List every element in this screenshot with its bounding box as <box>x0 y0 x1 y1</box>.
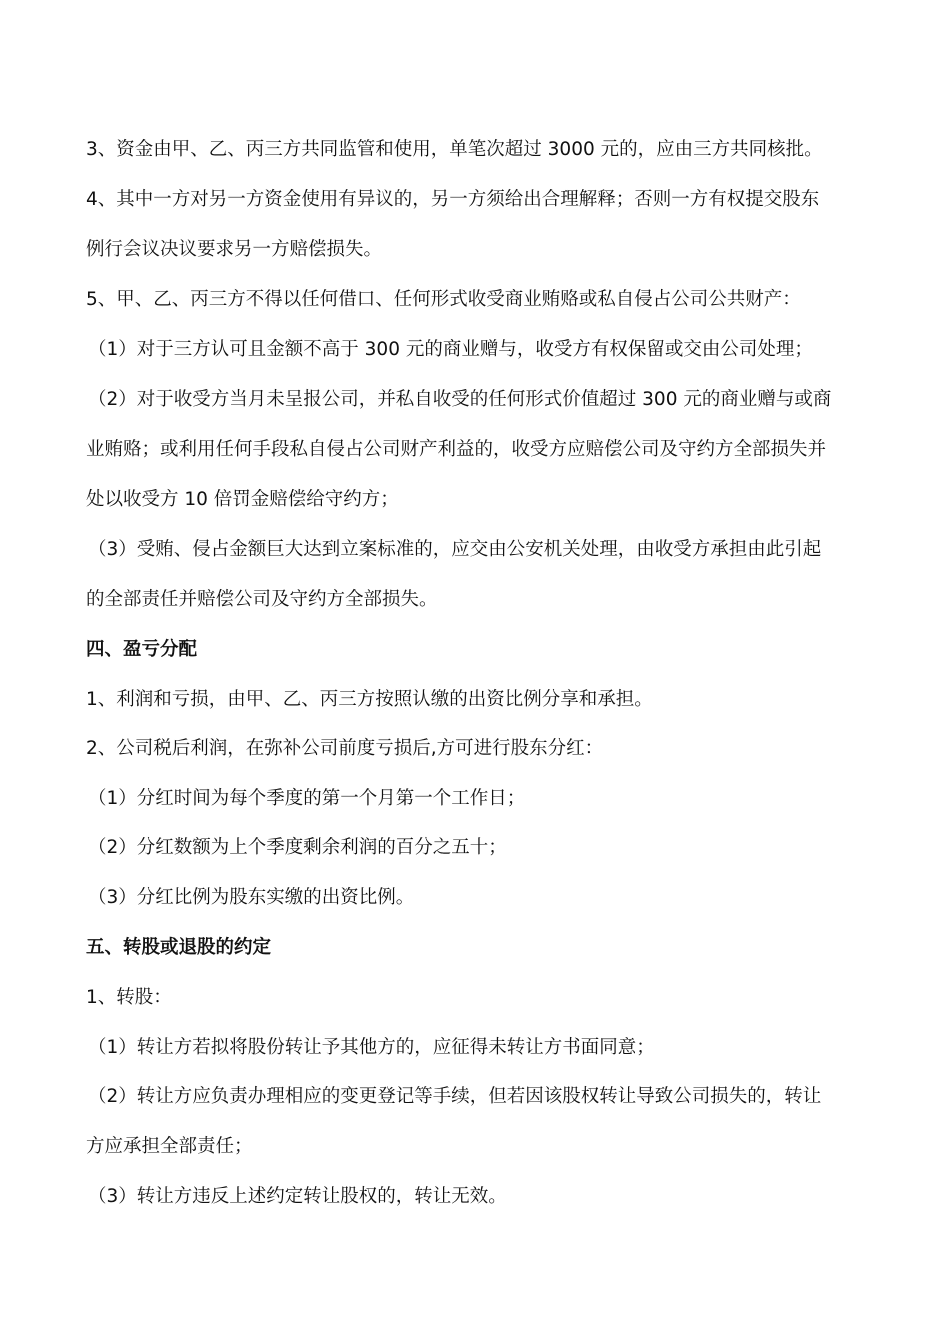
section-heading: 五、转股或退股的约定 <box>86 937 272 958</box>
section-heading: 四、盈亏分配 <box>86 639 198 660</box>
paragraph-line: 4、其中一方对另一方资金使用有异议的，另一方须给出合理解释；否则一方有权提交股东 <box>86 189 820 210</box>
paragraph-line: 例行会议决议要求另一方赔偿损失。 <box>86 239 383 260</box>
list-item-line: （1）对于三方认可且金额不高于 300 元的商业赠与，收受方有权保留或交由公司处理； <box>88 339 813 360</box>
paragraph-line: 方应承担全部责任； <box>86 1136 253 1157</box>
list-item-line: （2）对于收受方当月未呈报公司，并私自收受的任何形式价值超过 300 元的商业赠与或商 <box>88 389 832 410</box>
list-item-line: （2）分红数额为上个季度剩余利润的百分之五十； <box>88 837 507 858</box>
paragraph-line: 处以收受方 10 倍罚金赔偿给守约方； <box>86 489 399 510</box>
paragraph-line: 业贿赂；或利用任何手段私自侵占公司财产利益的，收受方应赔偿公司及守约方全部损失并 <box>86 439 827 460</box>
paragraph-line: 1、转股： <box>86 987 172 1008</box>
list-item-line: （3）受贿、侵占金额巨大达到立案标准的，应交由公安机关处理，由收受方承担由此引起 <box>88 539 822 560</box>
list-item-line: （3）分红比例为股东实缴的出资比例。 <box>88 887 415 908</box>
paragraph-line: 1、利润和亏损，由甲、乙、丙三方按照认缴的出资比例分享和承担。 <box>86 689 653 710</box>
list-item-line: （3）转让方违反上述约定转让股权的，转让无效。 <box>88 1186 507 1207</box>
list-item-line: （1）转让方若拟将股份转让予其他方的，应征得未转让方书面同意； <box>88 1037 655 1058</box>
paragraph-line: 5、甲、乙、丙三方不得以任何借口、任何形式收受商业贿赂或私自侵占公司公共财产： <box>86 289 801 310</box>
paragraph-line: 3、资金由甲、乙、丙三方共同监管和使用，单笔次超过 3000 元的，应由三方共同核批。 <box>86 139 823 160</box>
list-item-line: （2）转让方应负责办理相应的变更登记等手续，但若因该股权转让导致公司损失的，转让 <box>88 1086 822 1107</box>
paragraph-line: 2、公司税后利润，在弥补公司前度亏损后,方可进行股东分红： <box>86 738 604 759</box>
paragraph-line: 的全部责任并赔偿公司及守约方全部损失。 <box>86 589 438 610</box>
list-item-line: （1）分红时间为每个季度的第一个月第一个工作日； <box>88 788 526 809</box>
